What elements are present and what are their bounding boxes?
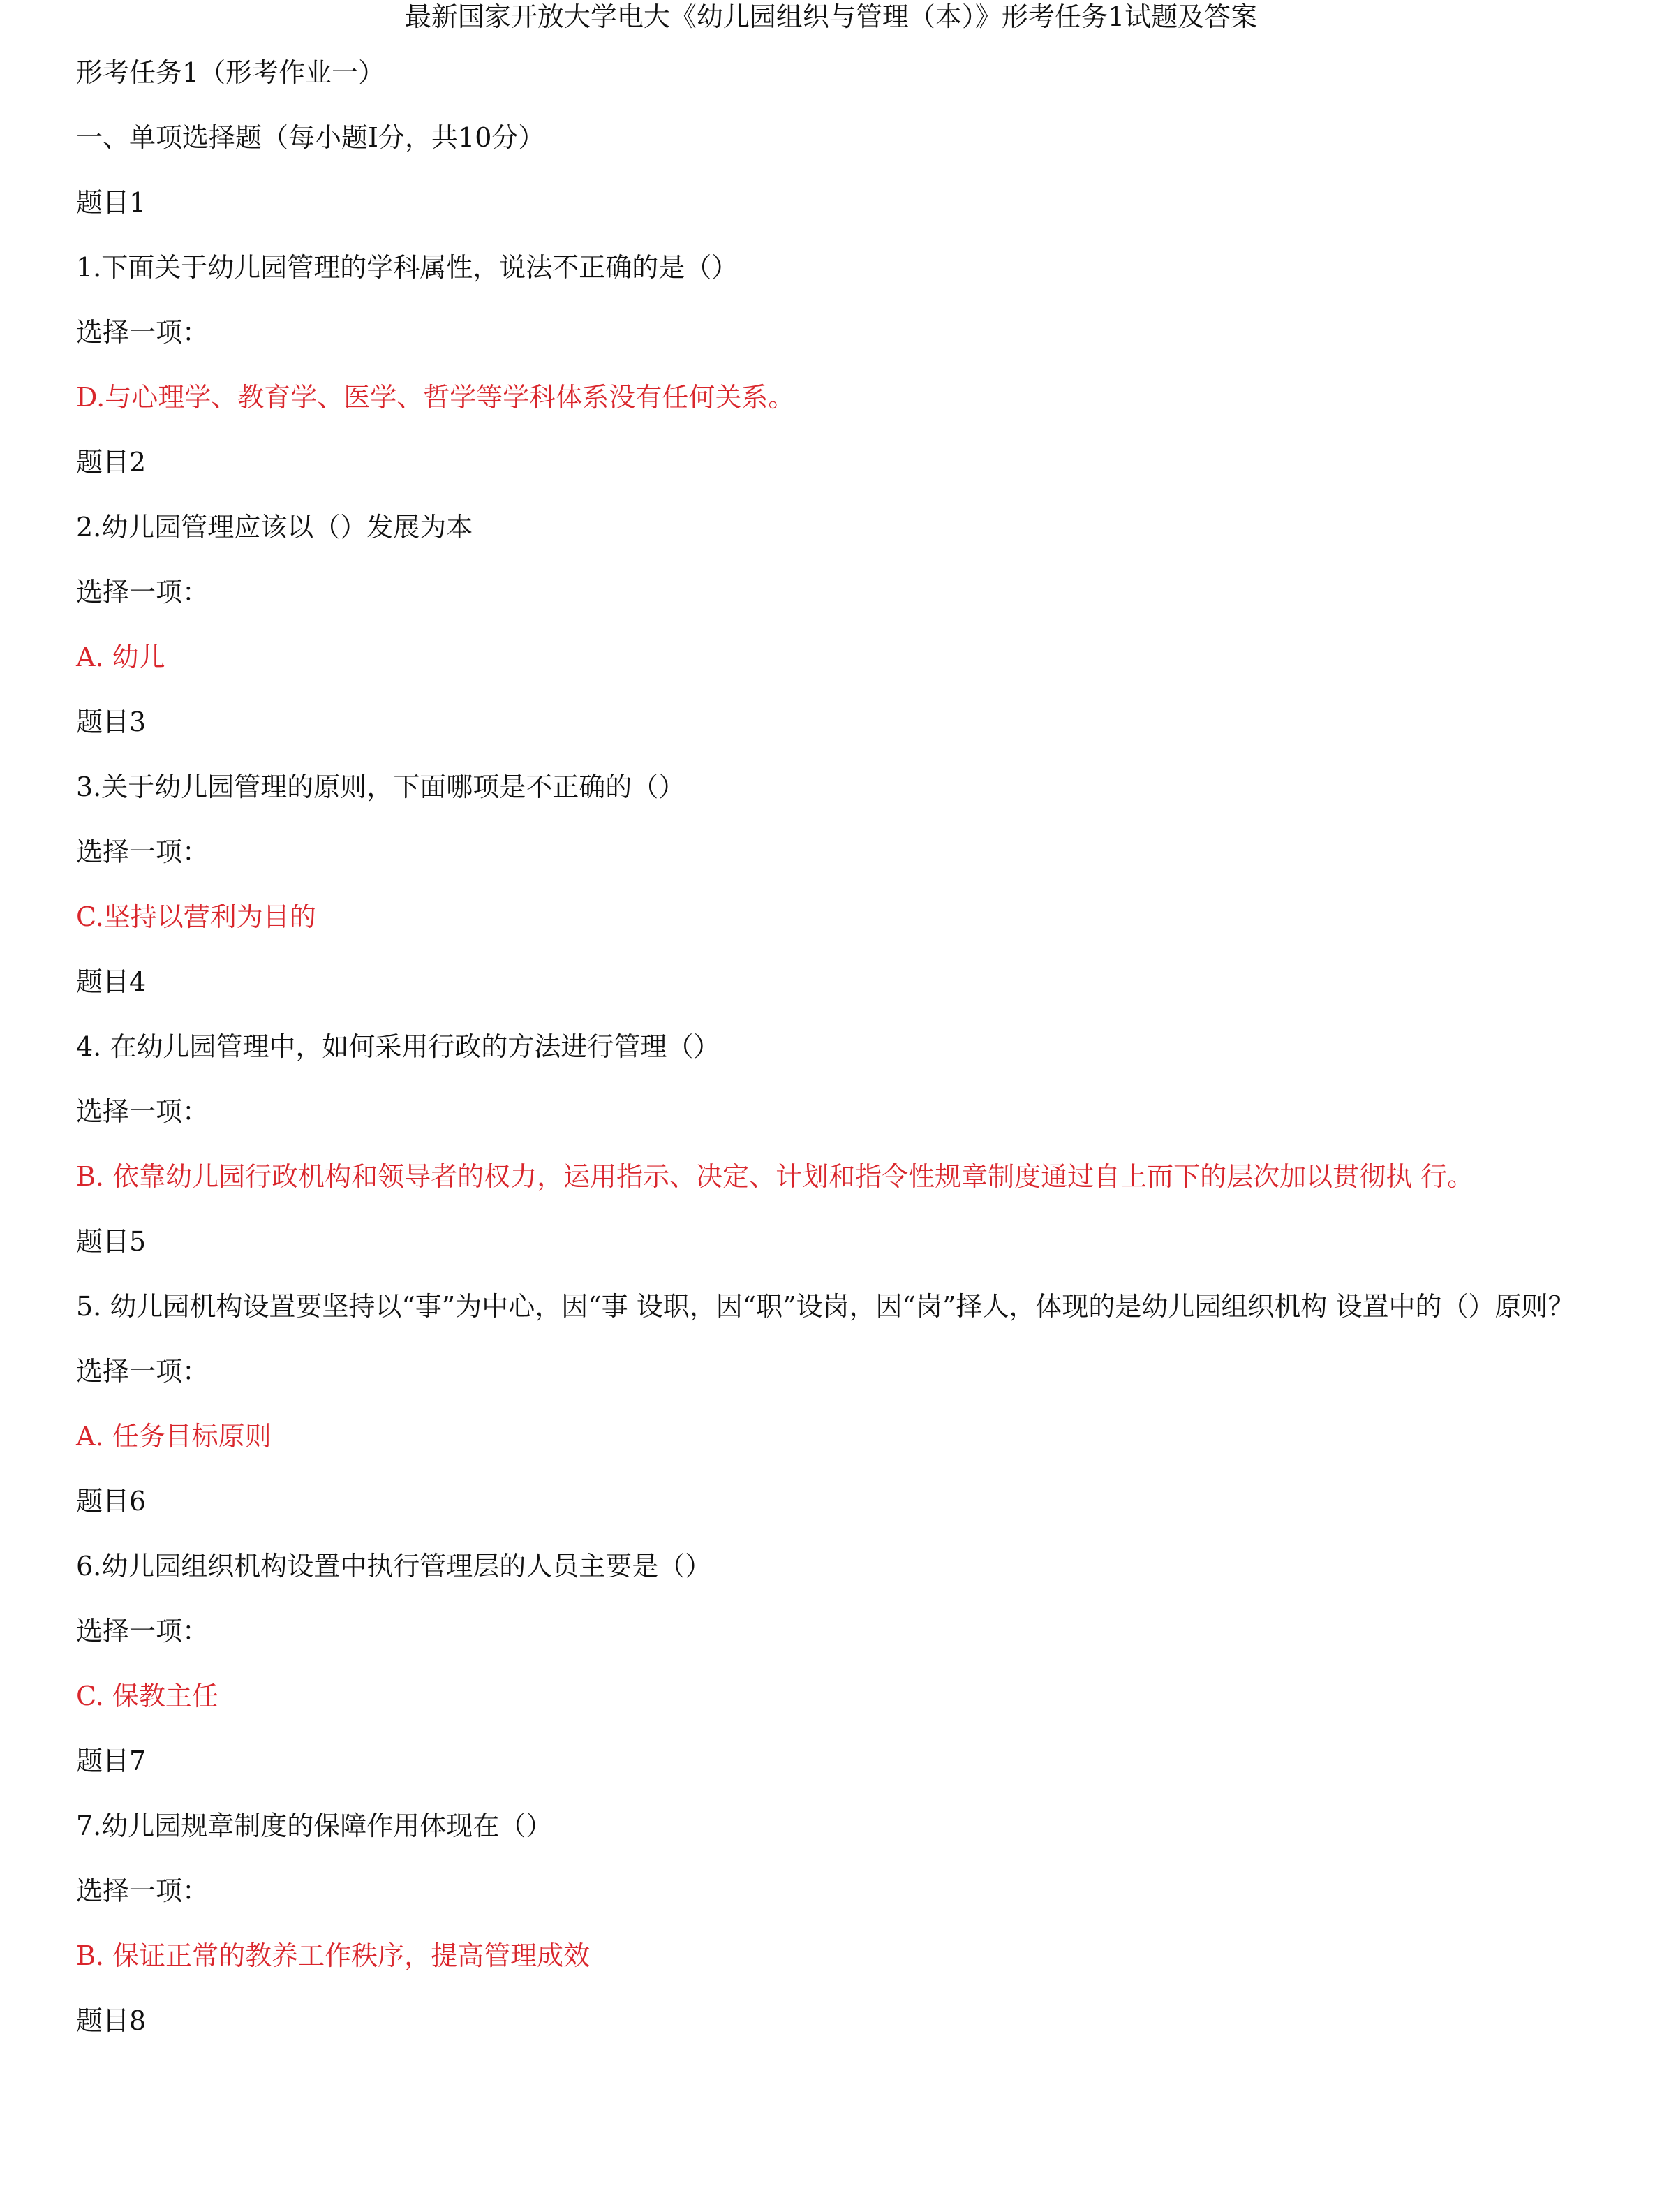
question-text: 3.关于幼儿园管理的原则，下面哪项是不正确的（）	[76, 772, 685, 802]
question-label: 题目1	[76, 187, 147, 218]
question-text: 5. 幼儿园机构设置要坚持以“事”为中心，因“事 设职，因“职”设岗，因“岗”择人，体现的是幼儿园组织机构 设置中的（）原则？	[76, 1291, 1575, 1322]
question-text: 1.下面关于幼儿园管理的学科属性，说法不正确的是（）	[76, 252, 739, 283]
question-text: 2.幼儿园管理应该以（）发展为本	[76, 512, 473, 543]
answer-text: A. 任务目标原则	[76, 1421, 272, 1452]
choose-label: 选择一项：	[76, 836, 209, 867]
choose-label: 选择一项：	[76, 1356, 209, 1387]
question-label: 题目4	[76, 966, 147, 997]
question-label: 题目6	[76, 1486, 147, 1517]
choose-label: 选择一项：	[76, 577, 209, 607]
choose-label: 选择一项：	[76, 1096, 209, 1127]
question-text: 6.幼儿园组织机构设置中执行管理层的人员主要是（）	[76, 1551, 712, 1581]
question-label: 题目2	[76, 447, 147, 478]
choose-label: 选择一项：	[76, 1616, 209, 1646]
answer-text: B. 保证正常的教养工作秩序，提高管理成效	[76, 1940, 591, 1971]
answer-text: C. 保教主任	[76, 1681, 218, 1711]
choose-label: 选择一项：	[76, 1875, 209, 1906]
question-label: 题目8	[76, 2005, 147, 2036]
question-label: 题目3	[76, 707, 147, 737]
question-text: 4. 在幼儿园管理中，如何采用行政的方法进行管理（）	[76, 1031, 720, 1062]
question-label: 题目5	[76, 1226, 147, 1257]
question-text: 7.幼儿园规章制度的保障作用体现在（）	[76, 1811, 553, 1841]
document-title: 最新国家开放大学电大《幼儿园组织与管理（本）》形考任务1试题及答案	[404, 1, 1258, 32]
section-heading: 一、单项选择题（每小题I分，共10分）	[76, 122, 545, 153]
answer-text: B. 依靠幼儿园行政机构和领导者的权力，运用指示、决定、计划和指令性规章制度通过自上而下的层次加以贯彻执 行。	[76, 1161, 1474, 1192]
question-label: 题目7	[76, 1746, 147, 1776]
answer-text: C.坚持以营利为目的	[76, 901, 316, 932]
answer-text: D.与心理学、教育学、医学、哲学等学科体系没有任何关系。	[76, 382, 795, 413]
document-body	[76, 56, 1591, 2069]
task-heading: 形考任务1（形考作业一）	[76, 57, 385, 88]
answer-text: A. 幼儿	[76, 642, 165, 672]
choose-label: 选择一项：	[76, 317, 209, 348]
